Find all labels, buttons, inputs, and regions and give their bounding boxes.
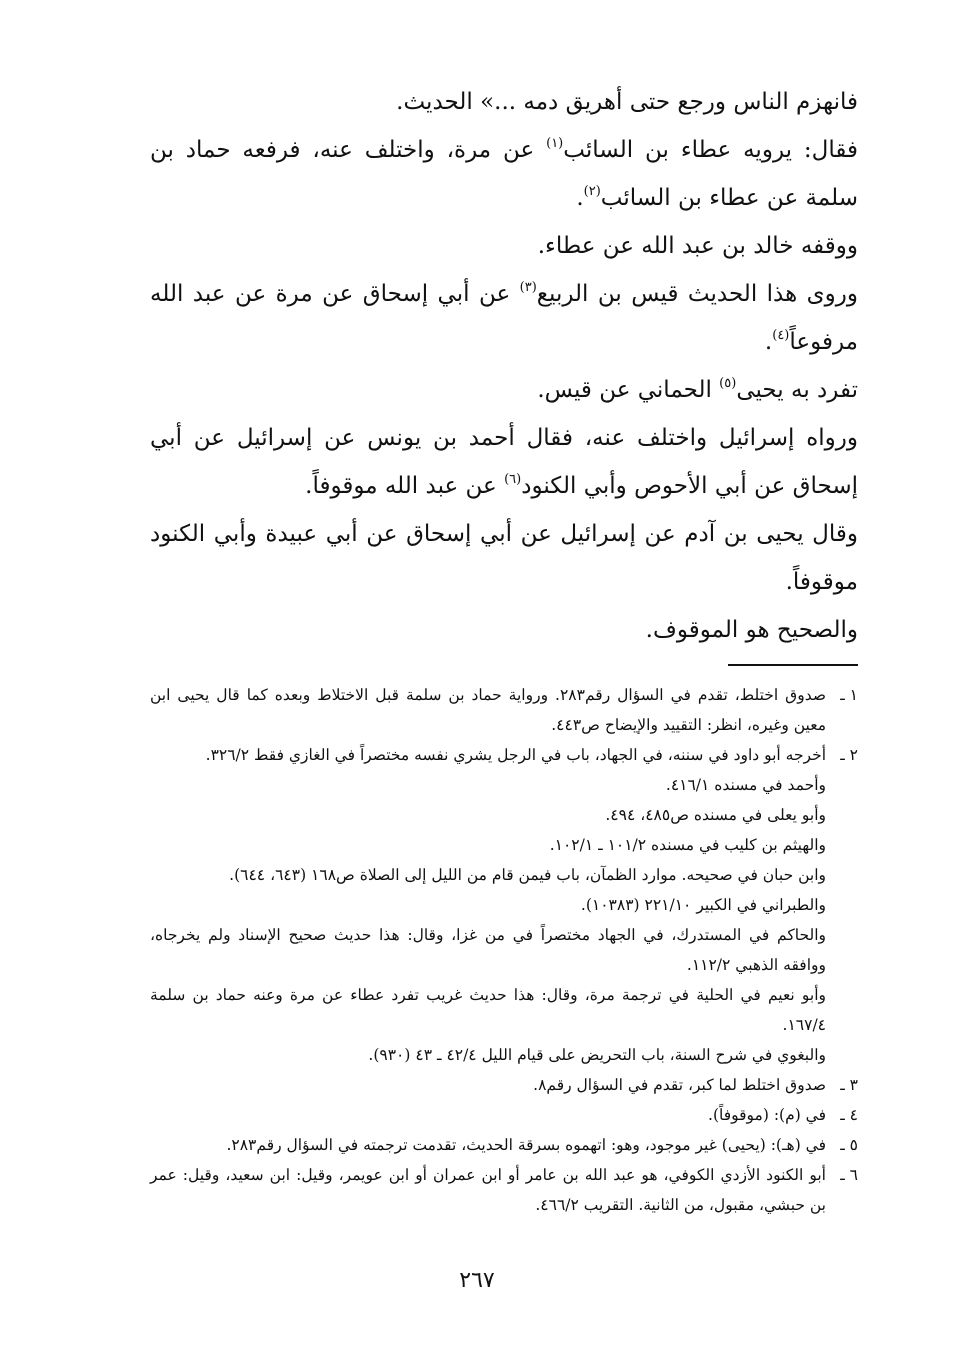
footnote-text: وأبو نعيم في الحلية في ترجمة مرة، وقال: هذا حديث غريب تفرد عطاء عن مرة وعنه حماد بن سلمة ١٦٧/٤.	[150, 986, 826, 1034]
footnote-text: في (م): (موقوفاً).	[708, 1106, 826, 1124]
footnote-number: ١ ـ	[840, 686, 858, 704]
footnote-continuation	[150, 890, 858, 920]
footnote-number	[826, 890, 858, 920]
footnote	[150, 740, 858, 770]
footnote-number	[826, 860, 858, 890]
footnote-ref-2[interactable]: (٢)	[583, 184, 601, 199]
footnote-number	[826, 920, 858, 980]
footnote	[150, 1130, 858, 1160]
paragraph-4: وروى هذا الحديث قيس بن الربيع$^{(٣)}$ عن أبي إسحاق عن مرة عن عبد الله مرفوعاً$^{(٤)}$.	[150, 280, 858, 355]
footnote-continuation	[150, 830, 858, 860]
paragraph-2: فقال: يرويه عطاء بن السائب$^{(١)}$ عن مرة، واختلف عنه، فرفعه حماد بن سلمة عن عطاء بن السائب$^{(٢)}$.	[150, 136, 858, 211]
main-text	[150, 78, 858, 654]
paragraph-7: وقال يحيى بن آدم عن إسرائيل عن أبي إسحاق عن أبي عبيدة وأبي الكنود موقوفاً.	[150, 521, 858, 595]
footnote-number: ٣ ـ	[840, 1076, 858, 1094]
footnote-number	[826, 770, 858, 800]
footnote-number	[826, 1040, 858, 1070]
paragraph-1: فانهزم الناس ورجع حتى أهريق دمه ...» الحديث.	[396, 89, 858, 115]
footnote-text: في (هـ): (يحيى) غير موجود، وهو: اتهموه بسرقة الحديث، تقدمت ترجمته في السؤال رقم٢٨٣.	[226, 1136, 826, 1154]
footnote-continuation	[150, 860, 858, 890]
footnote-text: أخرجه أبو داود في سننه، في الجهاد، باب في الرجل يشري نفسه مختصراً في الغازي فقط ٣٢٦/٢.	[205, 746, 826, 764]
footnote-number: ٢ ـ	[840, 746, 858, 764]
footnote-continuation	[150, 920, 858, 980]
footnote-text: صدوق اختلط، تقدم في السؤال رقم٢٨٣. ورواية حماد بن سلمة قبل الاختلاط وبعده كما قال يحيى ابن معين وغيره، انظر: التقييد والإيضاح ص٤٤٣.	[150, 686, 826, 734]
footnote-text: وأحمد في مسنده ٤١٦/١.	[665, 776, 826, 794]
footnote-text: والبغوي في شرح السنة، باب التحريض على قيام الليل ٤٢/٤ ـ ٤٣ (٩٣٠).	[368, 1046, 826, 1064]
footnote-ref-6[interactable]: (٦)	[504, 472, 522, 487]
footnote	[150, 1160, 858, 1220]
footnotes	[150, 680, 858, 1220]
footnote-number	[826, 980, 858, 1040]
footnote-continuation	[150, 800, 858, 830]
footnote-text: وابن حبان في صحيحه. موارد الظمآن، باب فيمن قام من الليل إلى الصلاة ص١٦٨ (٦٤٣، ٦٤٤).	[229, 866, 826, 884]
footnote-continuation	[150, 1040, 858, 1070]
paragraph-3: ووقفه خالد بن عبد الله عن عطاء.	[537, 233, 858, 259]
footnote-separator	[728, 664, 858, 666]
footnote-ref-3[interactable]: (٣)	[519, 280, 537, 295]
footnote-number: ٥ ـ	[840, 1136, 858, 1154]
footnote	[150, 680, 858, 740]
footnote-continuation	[150, 770, 858, 800]
footnote-number: ٤ ـ	[840, 1106, 858, 1124]
page-number: ٢٦٧	[459, 1268, 495, 1293]
footnote-text: صدوق اختلط لما كبر، تقدم في السؤال رقم٨.	[533, 1076, 826, 1094]
footnote	[150, 1100, 858, 1130]
paragraph-5: تفرد به يحيى$^{(٥)}$ الحماني عن قيس.	[537, 376, 858, 403]
footnote	[150, 1070, 858, 1100]
footnote-continuation	[150, 980, 858, 1040]
footnote-text: والحاكم في المستدرك، في الجهاد مختصراً في من غزا، وقال: هذا حديث صحيح الإسناد ولم يخرجاه، ووافقه الذهبي ١١٢/٢.	[150, 926, 826, 974]
footnote-ref-4[interactable]: (٤)	[772, 328, 790, 343]
footnote-number	[826, 830, 858, 860]
footnote-number: ٦ ـ	[840, 1166, 858, 1184]
footnote-text: وأبو يعلى في مسنده ص٤٨٥، ٤٩٤.	[605, 806, 826, 824]
footnote-text: والطبراني في الكبير ٢٢١/١٠ (١٠٣٨٣).	[580, 896, 826, 914]
paragraph-8: والصحيح هو الموقوف.	[645, 617, 858, 643]
footnote-text: أبو الكنود الأزدي الكوفي، هو عبد الله بن عامر أو ابن عمران أو ابن عويمر، وقيل: ابن سعيد، وقيل: عمر بن حبشي، مقبول، من الثانية. التقريب ٤٦٦/٢.	[150, 1166, 826, 1214]
paragraph-6: ورواه إسرائيل واختلف عنه، فقال أحمد بن يونس عن إسرائيل عن أبي إسحاق عن أبي الأحوص وأبي الكنود$^{(٦)}$ عن عبد الله موقوفاً.	[150, 425, 858, 499]
footnote-ref-1[interactable]: (١)	[546, 136, 564, 151]
footnote-ref-5[interactable]: (٥)	[719, 376, 737, 391]
footnote-text: والهيثم بن كليب في مسنده ١٠١/٢ ـ ١٠٢/١.	[549, 836, 826, 854]
footnote-number	[826, 800, 858, 830]
